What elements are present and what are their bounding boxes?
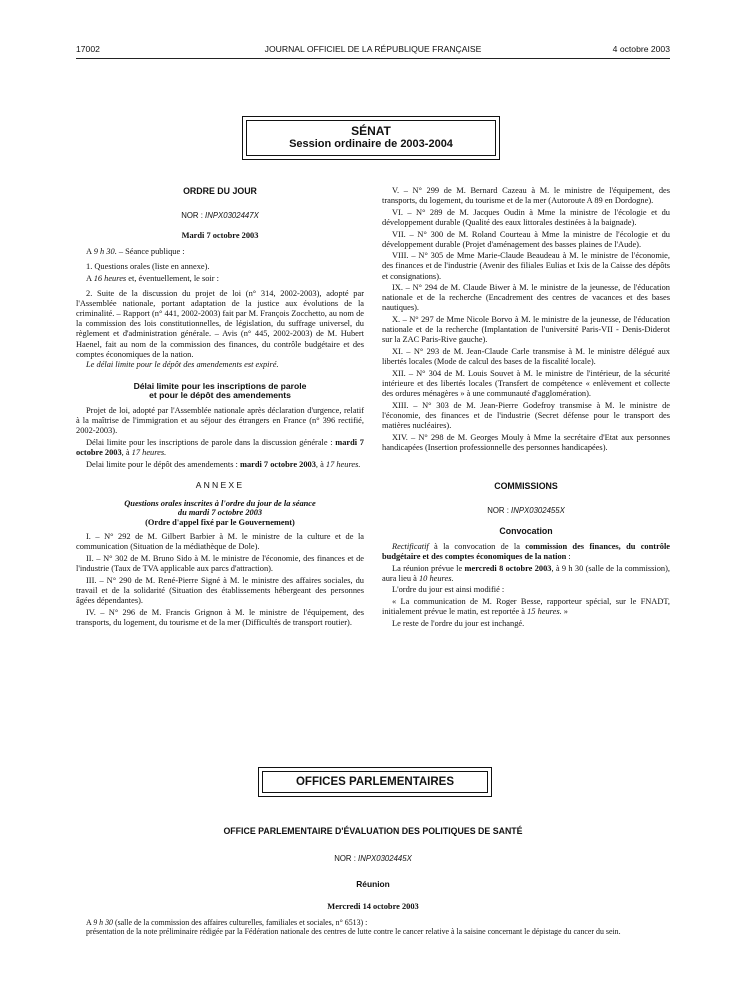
convocation-title: Convocation [499,525,553,536]
item-1: 1. Questions orales (liste en annexe). [86,262,210,272]
office-date: Mercredi 14 octobre 2003 [327,902,419,911]
projet-loi: Projet de loi, adopté par l'Assemblée nationale après déclaration d'urgence, relatif à la maîtrise de l'immigration et au séjour des étrangers en France (n° 396 rectifié, 2002-2003). [76,406,364,436]
offices-box [258,767,492,797]
rectif-colon: : [566,551,571,561]
rectif-text: à la convocation de la [428,541,526,551]
delai-parole [76,438,364,458]
reste-inchange: Le reste de l'ordre du jour est inchangé. [392,618,525,628]
date-heading: Mardi 7 octobre 2003 [181,231,259,241]
question-11: XI. – N° 293 de M. Jean-Claude Carle transmise à M. le ministre délégué aux libertés locales (Mode de calcul des bases de la fiscalité locale). [382,346,670,367]
delai-parole-time: 17 heures. [131,447,167,457]
communication-time: 15 heures. [527,607,562,617]
right-column [382,186,670,631]
ordre-modifie: L'ordre du jour est ainsi modifié : [392,585,505,595]
left-column [76,186,364,629]
questions-title-1: Questions orales inscrites à l'ordre du jour de la séance [124,498,316,508]
office-line1-time: 9 h 30 [93,918,113,927]
questions-title-2: du mardi 7 octobre 2003 [177,508,263,518]
senat-box [242,116,500,160]
office-line1-text: (salle de la commission des affaires culturelles, familiales et sociales, n° 6513) : [112,918,368,927]
office-line-1 [76,918,670,927]
reunion-date: mercredi 8 octobre 2003 [464,563,552,573]
nor-code: INPX0302447X [205,211,259,220]
office-title: OFFICE PARLEMENTAIRE D'ÉVALUATION DES POLITIQUES DE SANTÉ [223,826,523,836]
reunion-text-2: , à 9 h 30 (salle de la commission), aura lieu à [382,563,670,583]
delai-parole-date: mardi 7 octobre 2003 [76,437,364,457]
reunion-time: 10 heures. [418,573,454,583]
nor-ordre [76,211,364,221]
session-subtitle: Session ordinaire de 2003-2004 [289,138,453,150]
seance-prefix: A [86,247,94,257]
delai-amend-date: mardi 7 octobre 2003 [239,459,316,469]
question-4: IV. – N° 296 de M. Francis Grignon à M. le ministre de l'équipement, des transports, du logement, du tourisme et de la mer (Difficultés de transport routier). [76,607,364,627]
seance-line [76,247,364,257]
delai-parole-text: Délai limite pour les inscriptions de parole dans la discussion générale : [86,437,336,447]
header-rule [76,58,670,59]
rectificatif [382,542,670,562]
delai-expire: Le délai limite pour le dépôt des amendements est expiré. [86,359,279,369]
item16-suffix: et, éventuellement, le soir : [126,273,219,283]
ordre-appel: (Ordre d'appel fixé par le Gouvernement) [145,518,295,528]
office-body [76,918,670,937]
nor-label-commissions: NOR : [487,505,512,515]
nor-code-office: INPX0302445X [358,854,412,863]
delai-heading-1: Délai limite pour les inscriptions de parole [133,380,307,391]
commissions-title: COMMISSIONS [494,480,558,491]
seance-time: 9 h 30 [93,247,115,257]
item16-prefix: A [86,273,94,283]
question-14: XIV. – N° 298 de M. Georges Mouly à Mme la secrétaire d'Etat aux personnes handicapées (Insertion professionnelle des personnes handicapées). [382,432,670,452]
delai-amend [76,460,364,470]
office-line-2: présentation de la note préliminaire rédigée par la Fédération nationale des centres de lutte contre le cancer relative à la saisine concernant le dépistage du cancer du sein. [86,927,621,937]
delai-heading-2: et pour le dépôt des amendements [149,390,291,401]
communication-end: » [561,607,568,617]
item16-time: 16 heures [93,273,127,283]
question-5: V. – N° 299 de M. Bernard Cazeau à M. le ministre de l'équipement, des transports, du logement, du tourisme et de la mer (Autoroute A 89 en Dordogne). [382,186,670,206]
ordre-du-jour-title: ORDRE DU JOUR [183,186,257,196]
communication-text: « La communication de M. Roger Besse, rapporteur spécial, sur le FNADT, initialement prévue le matin, est reportée à [382,597,670,617]
seance-suffix: . – Séance publique : [114,247,185,257]
page-header [76,44,670,56]
question-6: VI. – N° 289 de M. Jacques Oudin à Mme la ministre de l'écologie et du développement durable (Qualité des eaux littorales destinées à la baignade). [382,207,670,227]
item-2: 2. Suite de la discussion du projet de loi (n° 314, 2002-2003), adopté par l'Assemblée nationale, portant adaptation de la justice aux évolutions de la criminalité. – Rapport (n° 441, 2002-2003) fait par M. François Zocchetto, au nom de la commission des lois constitutionnelles, de législation, du suffrage universel, du règlement et d'administration générale. – Avis (n° 445, 2002-2003) de M. Hubert Haenel, fait au nom de la commission des finances, du contrôle budgétaire et des comptes économiques de la nation. [76,289,364,359]
annexe-heading: ANNEXE [195,479,245,490]
delai-amend-time: 17 heures. [325,459,361,469]
question-9: IX. – N° 294 de M. Claude Biwer à M. le ministre de la jeunesse, de l'éducation nationale et de la recherche (Encadrement des centres de vacances et des bases nautiques). [382,283,670,313]
senat-title: SÉNAT [351,124,391,138]
nor-commissions [382,506,670,516]
rectif-label: Rectificatif [392,541,429,551]
office-line1-prefix: A [86,918,94,927]
question-12: XII. – N° 304 de M. Louis Souvet à M. le ministre de l'intérieur, de la sécurité intérieure et des libertés locales (Transfert de compétence « enlèvement et collecte des ordures ménagères » à une communauté d'agglomération). [382,368,670,398]
question-8: VIII. – N° 305 de Mme Marie-Claude Beaudeau à M. le ministre de l'économie, des finances et de l'industrie (Avenir des filiales Eulias et Ixis de la Caisse des dépôts et consignations). [382,251,670,281]
item-16h [76,274,364,284]
question-3: III. – N° 290 de M. René-Pierre Signé à M. le ministre des affaires sociales, du travail et de la solidarité (Situation des établissements hébergeant des personnes âgées dépendantes). [76,575,364,605]
office-reunion: Réunion [356,879,390,889]
page-number: 17002 [76,44,100,54]
question-1: I. – N° 292 de M. Gilbert Barbier à M. le ministre de la culture et de la communication (Situation de la médiathèque de Dole). [76,532,364,552]
journal-title: JOURNAL OFFICIEL DE LA RÉPUBLIQUE FRANÇAISE [264,44,482,54]
reunion-text: La réunion prévue le [392,563,465,573]
question-7: VII. – N° 300 de M. Roland Courteau à Mme la ministre de l'écologie et du développement durable (Projet d'aménagement des basses plaines de l'Aude). [382,229,670,249]
delai-amend-sep: , à [315,459,326,469]
offices-title: OFFICES PARLEMENTAIRES [295,776,455,788]
delai-parole-sep: , à [121,447,132,457]
question-2: II. – N° 302 de M. Bruno Sido à M. le ministre de l'économie, des finances et de l'industrie (Taux de TVA applicable aux parcs d'attraction). [76,553,364,573]
delai-amend-text: Delai limite pour le dépôt des amendements : [86,459,240,469]
nor-label-office: NOR : [334,854,359,863]
nor-label: NOR : [181,211,206,220]
question-10: X. – N° 297 de Mme Nicole Borvo à M. le ministre de la jeunesse, de l'éducation nationale et de la recherche (Implantation de l'université Paris-VII - Denis-Diderot sur la ZAC Paris-Rive gauche). [382,315,670,345]
nor-office [76,854,670,863]
senat-box-inner [246,120,496,156]
nor-code-commissions: INPX0302455X [511,505,565,515]
communication [382,597,670,617]
issue-date: 4 octobre 2003 [612,44,670,54]
question-13: XIII. – N° 303 de M. Jean-Pierre Godefroy transmise à M. le ministre de l'économie, des finances et de l'industrie (Secret défense pour le transport des matières nucléaires). [382,400,670,430]
rectif-commission: commission des finances, du contrôle budgétaire et des comptes économiques de la nation [382,541,671,561]
offices-box-inner [262,771,488,793]
reunion-prevue [382,564,670,584]
